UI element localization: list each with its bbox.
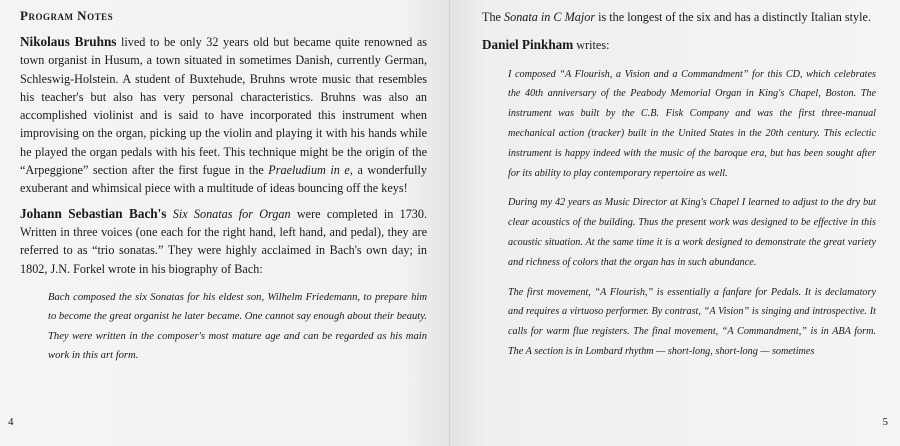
- intro-text-end: is the longest of the six and has a distinctly Italian style.: [595, 10, 871, 24]
- bach-text: were completed in 1730. Written in three voices (one each for the right hand, left hand, and pedal), they are referred to as “trio sonatas.” They were highly acclaimed in Bach's own day; in 1802, J.N. Forkel wrote in his biography of Bach:: [20, 206, 428, 276]
- writes-label: writes:: [573, 38, 610, 53]
- pinkham-quote-3: The first movement, “A Flourish,” is essentially a fanfare for Pedals. It is declamatory and requires a virtuoso performer. By contrast, “A Vision” is singing and introspective. It calls for warm flue registers. The final movement, “A Commandment,” is in ABA form. The A section is in Lombard rhythm — short-long, short-long — sometimes: [508, 286, 876, 357]
- pinkham-quote-2: During my 42 years as Music Director at King's Chapel I learned to adjust to the dry but clear acoustics of the building. Thus the present work was designed to be effective in this acoustic situation. At the same time it is a work designed to demonstrate the great variety and richness of colors that the organ has in such abundance.: [508, 197, 876, 268]
- forkel-quote: Bach composed the six Sonatas for his eldest son, Wilhelm Friedemann, to prepare him to become the great organist he later became. One cannot say enough about their beauty. They were written in the composer's most mature age and can be regarded as his main work in this art form.: [48, 291, 427, 362]
- section-heading: Program Notes: [20, 8, 114, 23]
- bruhns-paragraph: [20, 33, 427, 198]
- bruhns-text: lived to be only 32 years old but became quite renowned as town organist in Husum, a town situated in sometimes Danish, currently German, Schleswig-Holstein. A student of Buxtehude, Bruhns wrote music that resembles his teacher's but also has very personal characteristics. Bruhns was also an accomplished violinist and is said to have incorporated this instrument when improvising on the organ, picking up the violin and playing it with his hands while he played the organ pedals with his feet. This technique might be the origin of the “Arpeggione” section after the first fugue in the: [20, 35, 427, 178]
- bruhns-text-end: , a wonderfully exuberant and whimsical piece with a multitude of ideas bouncing off the keys!: [20, 163, 427, 196]
- pinkham-heading: [482, 36, 876, 54]
- composer-name-pinkham: Daniel Pinkham: [482, 37, 574, 53]
- sonata-intro: [482, 8, 876, 26]
- right-page: [450, 0, 900, 446]
- work-title-sonatas: Six Sonatas for Organ: [172, 206, 291, 221]
- bach-paragraph: [20, 205, 427, 278]
- composer-name-bruhns: Nikolaus Bruhns: [20, 34, 117, 49]
- work-title-praeludium: Praeludium in e: [268, 163, 350, 178]
- work-title-sonata-c: Sonata in C Major: [504, 10, 596, 24]
- pinkham-quote-1: I composed “A Flourish, a Vision and a Commandment” for this CD, which celebrates the 40th anniversary of the Peabody Memorial Organ in King's Chapel, Boston. The instrument was built by the C.B. Fisk Company and was the first three-manual mechanical action (tracker) built in the United States in the 20th century. This eclectic instrument is happy indeed with the music of the baroque era, but has been sought after for its ability to play contemporary repertoire as well.: [508, 68, 876, 179]
- intro-text: The: [482, 10, 504, 24]
- page-number-right: 5: [882, 416, 888, 428]
- composer-name-bach: Johann Sebastian Bach's: [20, 205, 167, 221]
- page-number-left: 4: [8, 416, 14, 428]
